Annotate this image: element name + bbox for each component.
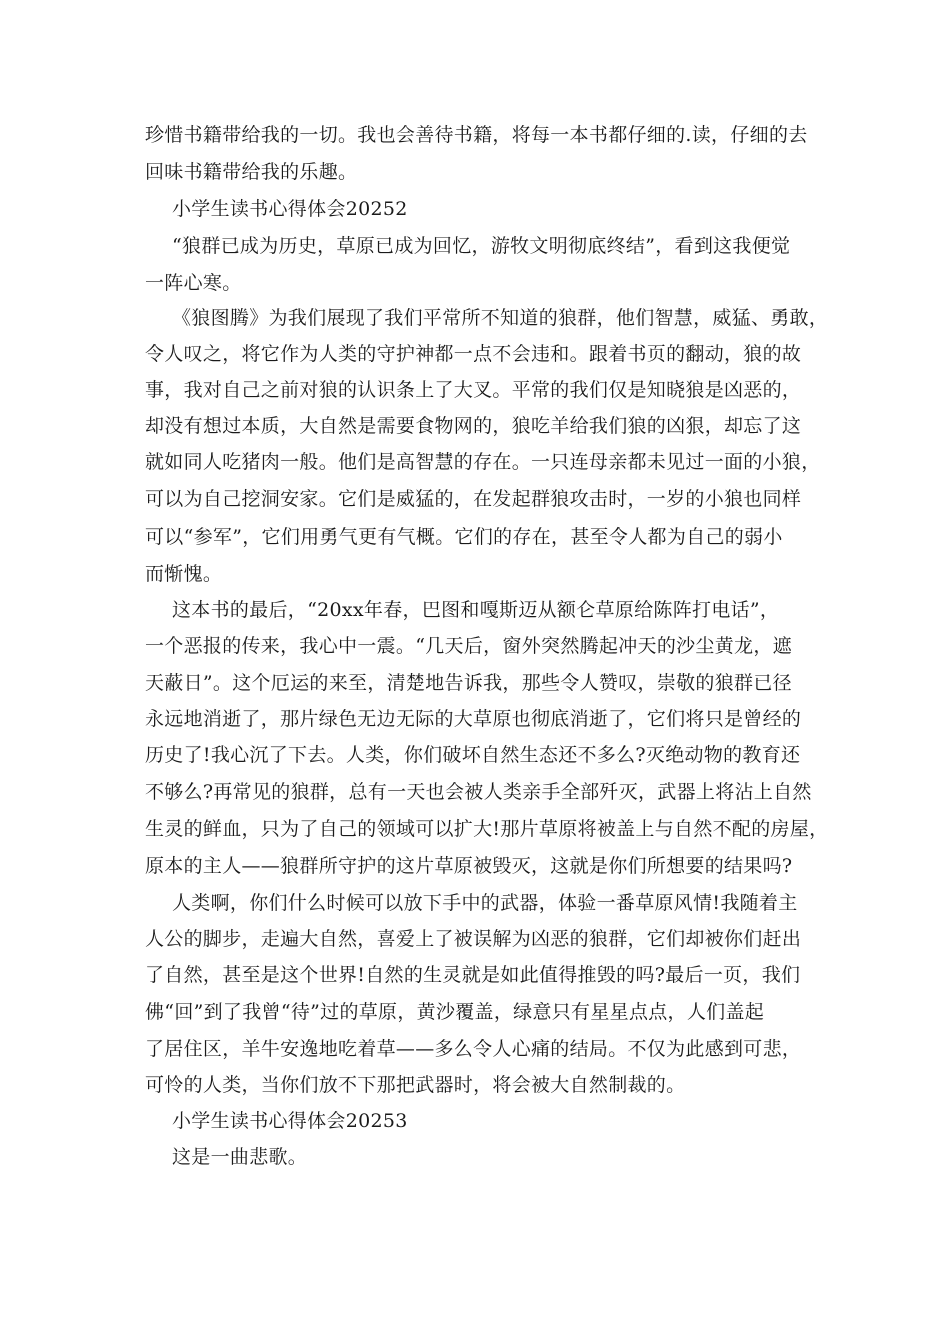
text-line: 不够么?再常见的狼群，总有一天也会被人类亲手全部歼灭，武器上将沾上自然 — [145, 781, 812, 803]
text-line: 原本的主人——狼群所守护的这片草原被毁灭，这就是你们所想要的结果吗? — [145, 855, 793, 877]
text-line: 天蔽日”。这个厄运的来至，清楚地告诉我，那些令人赞叹，崇敬的狼群已径 — [145, 672, 792, 694]
text-line: 一阵心寒。 — [145, 272, 242, 294]
text-line: “狼群已成为历史，草原已成为回忆，游牧文明彻底终结”，看到这我便觉 — [172, 235, 791, 257]
text-line: 佛“回”到了我曾“待”过的草原，黄沙覆盖，绿意只有星星点点，人们盖起 — [145, 1001, 765, 1023]
text-line: 却没有想过本质，大自然是需要食物网的，狼吃羊给我们狼的凶狠，却忘了这 — [145, 415, 802, 437]
text-line: 《狼图腾》为我们展现了我们平常所不知道的狼群，他们智慧，威猛、勇敢， — [172, 307, 829, 329]
section-title: 小学生读书心得体会20253 — [172, 1110, 408, 1132]
text-line: 可以为自己挖洞安家。它们是威猛的，在发起群狼攻击时，一岁的小狼也同样 — [145, 488, 802, 510]
text-line: 了自然，甚至是这个世界!自然的生灵就是如此值得推毁的吗?最后一页，我们 — [145, 964, 801, 986]
text-line: 了居住区，羊牛安逸地吃着草——多么令人心痛的结局。不仅为此感到可悲， — [145, 1038, 802, 1060]
text-line: 这本书的最后，“20xx年春，巴图和嘎斯迈从额仑草原给陈阵打电话”， — [172, 599, 780, 621]
text-line: 回味书籍带给我的乐趣。 — [145, 161, 358, 183]
text-line: 可怜的人类，当你们放不下那把武器时，将会被大自然制裁的。 — [145, 1074, 686, 1096]
text-line: 永远地消逝了，那片绿色无边无际的大草原也彻底消逝了，它们将只是曾经的 — [145, 708, 802, 730]
text-line: 人公的脚步，走遍大自然，喜爱上了被误解为凶恶的狼群，它们却被你们赶出 — [145, 928, 802, 950]
text-line: 令人叹之，将它作为人类的守护神都一点不会违和。跟着书页的翻动，狼的故 — [145, 343, 802, 365]
text-line: 历史了!我心沉了下去。人类，你们破坏自然生态还不多么?灭绝动物的教育还 — [145, 744, 801, 766]
section-title: 小学生读书心得体会20252 — [172, 198, 408, 220]
text-line: 事，我对自己之前对狼的认识条上了大叉。平常的我们仅是知晓狼是凶恶的， — [145, 379, 802, 401]
text-line: 就如同人吃猪肉一般。他们是高智慧的存在。一只连母亲都未见过一面的小狼， — [145, 451, 821, 473]
text-line: 人类啊，你们什么时候可以放下手中的武器，体验一番草原风情!我随着主 — [172, 892, 798, 914]
text-line: 而惭愧。 — [145, 563, 223, 585]
text-line: 可以“参军”，它们用勇气更有气概。它们的存在，甚至令人都为自己的弱小 — [145, 526, 783, 548]
text-line: 这是一曲悲歌。 — [172, 1146, 308, 1168]
text-line: 生灵的鲜血，只为了自己的领域可以扩大!那片草原将被盖上与自然不配的房屋， — [145, 818, 829, 840]
text-line: 珍惜书籍带给我的一切。我也会善待书籍，将每一本书都仔细的.读，仔细的去 — [145, 124, 808, 146]
text-line: 一个恶报的传来，我心中一震。“几天后，窗外突然腾起冲天的沙尘黄龙，遮 — [145, 635, 792, 657]
